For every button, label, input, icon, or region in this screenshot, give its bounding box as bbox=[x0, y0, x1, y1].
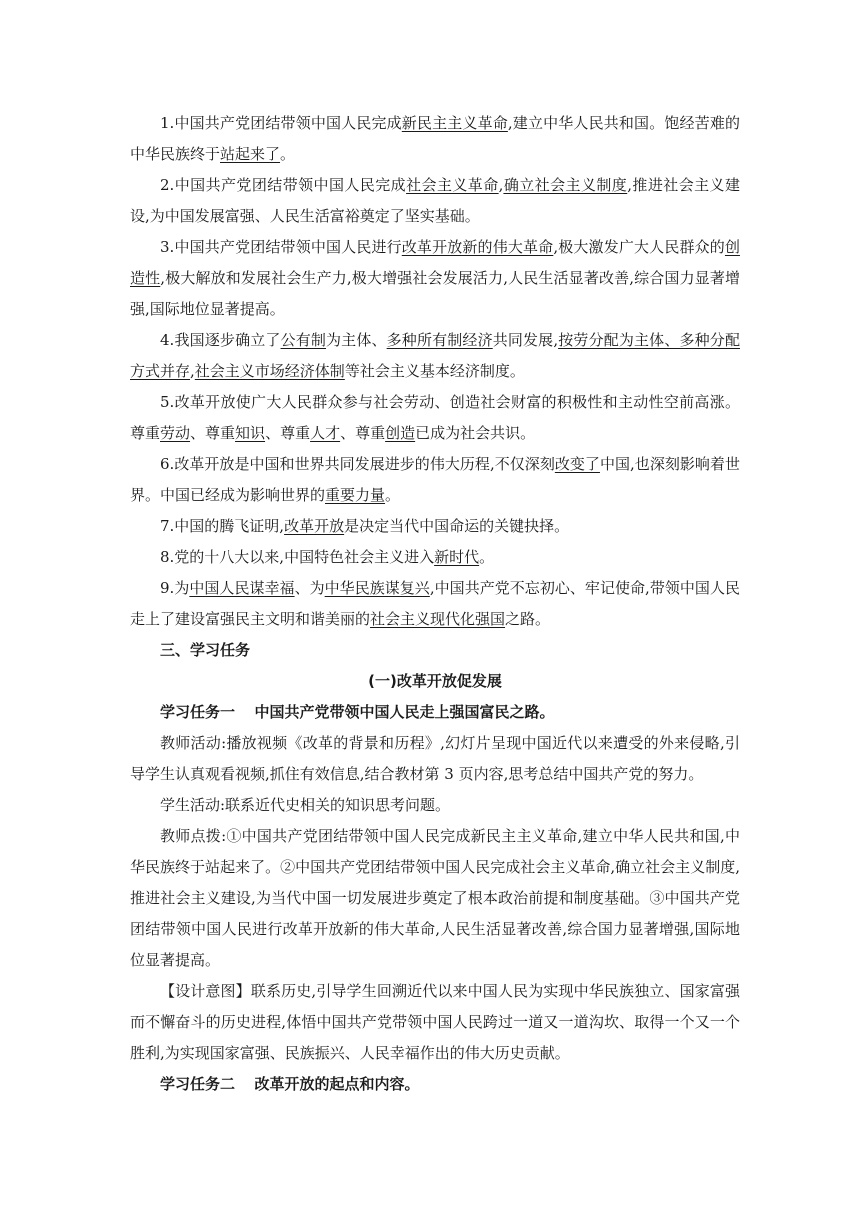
underlined-term: 站起来了 bbox=[220, 145, 281, 163]
teacher-guidance: 教师点拨:①中国共产党团结带领中国人民完成新民主主义革命,建立中华人民共和国,中华民族终于站起来了。②中国共产党团结带领中国人民完成社会主义革命,确立社会主义制度,推进社会主义建设,为当代中国一切发展进步奠定了根本政治前提和制度基础。③中国共产党团结带领中国人民进行改革开放新的伟大革命,人民生活显著改善,综合国力显著增强,国际地位显著提高。 bbox=[130, 827, 740, 969]
key-point-3 bbox=[130, 232, 740, 325]
text-segment: 之路。 bbox=[505, 610, 551, 628]
underlined-term: 中国人民谋幸福 bbox=[189, 579, 295, 597]
underlined-term: 创造性 bbox=[130, 238, 740, 287]
key-point-2 bbox=[130, 170, 740, 232]
text-segment: 为主体、 bbox=[326, 331, 387, 349]
design-intent: 【设计意图】联系历史,引导学生回溯近代以来中国人民为实现中华民族独立、国家富强而不懈奋斗的历史进程,体悟中国共产党带领中国人民跨过一道又一道沟坎、取得一个又一个胜利,为实现国家富强、民族振兴、人民幸福作出的伟大历史贡献。 bbox=[130, 982, 740, 1062]
underlined-term: 劳动 bbox=[160, 424, 191, 442]
underlined-term: 社会主义市场经济体制 bbox=[194, 362, 345, 380]
text-segment: 。 bbox=[479, 548, 495, 566]
key-point-9 bbox=[130, 573, 740, 635]
key-point-5 bbox=[130, 387, 740, 449]
key-point-1 bbox=[130, 108, 740, 170]
underlined-term: 公有制 bbox=[280, 331, 327, 349]
text-segment: 3.中国共产党团结带领中国人民进行 bbox=[160, 238, 402, 256]
underlined-term: 新民主主义革命 bbox=[401, 114, 508, 132]
underlined-term: 重要力量 bbox=[325, 486, 386, 504]
text-segment: ,推进社会主义建设,为中国发展富强、人民生活富裕奠定了坚实基础。 bbox=[130, 176, 740, 225]
underlined-term: 创造 bbox=[385, 424, 416, 442]
text-segment: 7.中国的腾飞证明, bbox=[160, 517, 285, 535]
text-segment: 是决定当代中国命运的关键抉择。 bbox=[344, 517, 570, 535]
key-point-6 bbox=[130, 449, 740, 511]
underlined-term: 改革开放新的伟大革命 bbox=[401, 238, 554, 256]
text-segment: 6.改革开放是中国和世界共同发展进步的伟大历程,不仅深刻 bbox=[160, 455, 555, 473]
teacher-activity: 教师活动:播放视频《改革的背景和历程》,幻灯片呈现中国近代以来遭受的外来侵略,引导学生认真观看视频,抓住有效信息,结合教材第 3 页内容,思考总结中国共产党的努力。 bbox=[130, 734, 740, 783]
task2-heading bbox=[130, 1069, 740, 1100]
key-points-list bbox=[130, 108, 740, 635]
text-segment: 2.中国共产党团结带领中国人民完成 bbox=[160, 176, 407, 194]
text-segment: 中国,也深刻影响着世界。中国已经成为影响世界的 bbox=[130, 455, 740, 504]
text-segment: 、尊重 bbox=[190, 424, 236, 442]
text-segment: ,极大解放和发展社会生产力,极大增强社会发展活力,人民生活显著改善,综合国力显著增强,国际地位显著提高。 bbox=[130, 269, 740, 318]
underlined-term: 人才 bbox=[310, 424, 341, 442]
text-segment: , bbox=[190, 362, 195, 380]
text-segment: 9.为 bbox=[160, 579, 190, 597]
task1-title: 中国共产党带领中国人民走上强国富民之路。 bbox=[254, 703, 555, 721]
task1-label: 学习任务一 bbox=[160, 703, 236, 721]
text-segment: ,中国共产党不忘初心、牢记使命,带领中国人民走上了建设富强民主文明和谐美丽的 bbox=[130, 579, 740, 628]
underlined-term: 改革开放 bbox=[284, 517, 345, 535]
text-segment: 8.党的十八大以来,中国特色社会主义进入 bbox=[160, 548, 435, 566]
underlined-term: 改变了 bbox=[554, 455, 600, 473]
text-segment: ,极大激发广大人民群众的 bbox=[553, 238, 725, 256]
task2-title: 改革开放的起点和内容。 bbox=[254, 1075, 420, 1093]
text-segment: , bbox=[498, 176, 504, 194]
key-point-7 bbox=[130, 511, 740, 542]
section-heading: 三、学习任务 bbox=[160, 641, 251, 659]
underlined-term: 社会主义革命 bbox=[406, 176, 499, 194]
text-segment: 、为 bbox=[294, 579, 325, 597]
underlined-term: 新时代 bbox=[434, 548, 480, 566]
task2-label: 学习任务二 bbox=[160, 1075, 236, 1093]
text-segment: 4.我国逐步确立了 bbox=[160, 331, 281, 349]
subsection-heading: (一)改革开放促发展 bbox=[368, 672, 502, 690]
key-point-4 bbox=[130, 325, 740, 387]
task1-heading bbox=[130, 697, 740, 728]
text-segment: 、尊重 bbox=[340, 424, 386, 442]
underlined-term: 确立社会主义制度 bbox=[503, 176, 628, 194]
text-segment: 等社会主义基本经济制度。 bbox=[344, 362, 525, 380]
text-segment: 、尊重 bbox=[265, 424, 311, 442]
content-column bbox=[130, 108, 740, 1100]
underlined-term: 知识 bbox=[235, 424, 266, 442]
text-segment: 共同发展, bbox=[492, 331, 559, 349]
text-segment: 5.改革开放使广大人民群众参与社会劳动、创造社会财富的积极性和主动性空前高涨。尊重 bbox=[130, 393, 740, 442]
underlined-term: 多种所有制经济 bbox=[386, 331, 493, 349]
underlined-term: 中华民族谋复兴 bbox=[324, 579, 430, 597]
text-segment: 已成为社会共识。 bbox=[415, 424, 536, 442]
student-activity: 学生活动:联系近代史相关的知识思考问题。 bbox=[160, 796, 451, 814]
text-segment: 。 bbox=[385, 486, 401, 504]
text-segment: ,建立中华人民共和国。饱经苦难的中华民族终于 bbox=[130, 114, 740, 163]
underlined-term: 按劳分配为主体、多种分配方式并存 bbox=[130, 331, 740, 380]
text-segment: 1.中国共产党团结带领中国人民完成 bbox=[160, 114, 402, 132]
key-point-8 bbox=[130, 542, 740, 573]
text-segment: 。 bbox=[280, 145, 296, 163]
underlined-term: 社会主义现代化强国 bbox=[370, 610, 506, 628]
